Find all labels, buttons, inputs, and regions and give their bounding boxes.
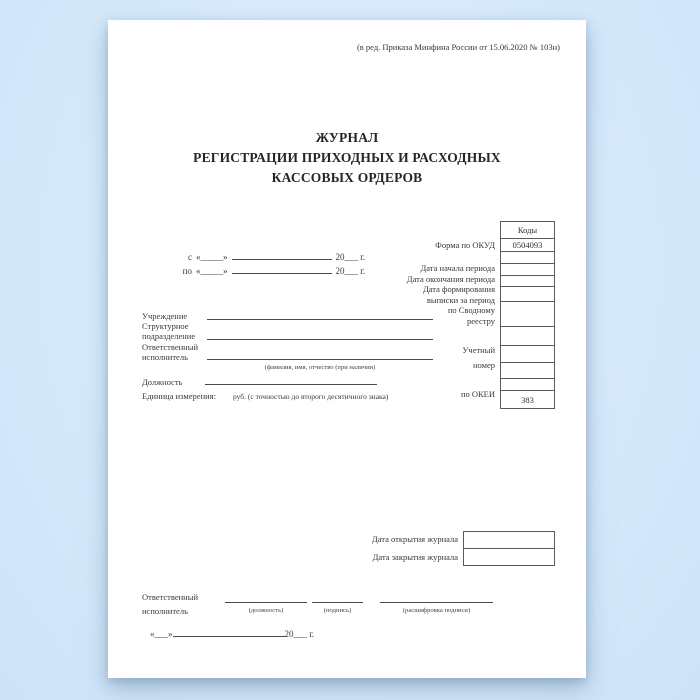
responsible-label-l2: исполнитель <box>142 352 188 362</box>
bottom-date-line <box>150 628 314 639</box>
empty-cell <box>500 326 555 346</box>
position-fill-line <box>205 384 377 385</box>
responsible-label-l1: Ответственный <box>142 342 198 352</box>
position-label: Должность <box>142 377 183 387</box>
unit-label-l2: подразделение <box>142 331 196 341</box>
signature-responsible-l1: Ответственный <box>142 592 198 602</box>
period-to-year: 20___ г. <box>335 266 366 276</box>
journal-open-cell <box>463 531 555 549</box>
date-form-label-l3: по Сводному <box>447 305 495 315</box>
journal-dates-table <box>463 531 555 566</box>
date-end-label: Дата окончания периода <box>406 274 495 284</box>
account-number-cell-1 <box>500 345 555 363</box>
signature-decrypt-line <box>380 602 493 603</box>
period-to-label: по <box>182 266 192 276</box>
date-form-label-l4: реестру <box>467 315 495 326</box>
period-from-label: с <box>188 252 192 262</box>
responsible-fill-line <box>207 359 433 360</box>
date-form-label-l2: выписки за период <box>426 294 495 305</box>
date-form-label <box>423 284 495 326</box>
bottom-date-day-blank: «___» <box>150 629 173 639</box>
title-line-1: ЖУРНАЛ <box>315 130 379 145</box>
amendment-note: (в ред. Приказа Минфина России от 15.06.2020 № 103н) <box>356 42 560 52</box>
account-number-cell-2 <box>500 362 555 379</box>
date-form-label-l1: Дата формирования <box>422 284 495 294</box>
journal-close-cell <box>463 548 555 566</box>
period-from-day-blank: «_____» <box>196 252 228 262</box>
journal-open-label: Дата открытия журнала <box>371 534 458 544</box>
period-to-fill-line <box>232 265 332 274</box>
bottom-date-year: 20___ г. <box>284 629 315 639</box>
unit-label-l1: Структурное <box>142 321 189 331</box>
period-from-year: 20___ г. <box>335 252 366 262</box>
codes-table <box>500 221 555 409</box>
bottom-date-fill-line <box>173 628 285 637</box>
okei-label: по ОКЕИ <box>460 389 495 399</box>
institution-fill-line <box>207 319 433 320</box>
okud-label: Форма по ОКУД <box>435 240 495 250</box>
date-start-label: Дата начала периода <box>420 263 495 273</box>
measure-label: Единица измерения: <box>142 391 216 401</box>
date-form-cell-2 <box>500 301 555 327</box>
codes-header-cell: Коды <box>500 221 555 239</box>
account-number-label-l2: номер <box>472 360 495 370</box>
signature-sign-hint: (подпись) <box>323 607 352 614</box>
journal-close-label: Дата закрытия журнала <box>372 552 458 562</box>
period-from-row <box>178 251 365 262</box>
period-to-day-blank: «_____» <box>196 266 228 276</box>
okei-value-cell: 383 <box>500 390 555 409</box>
period-from-fill-line <box>232 251 332 260</box>
signature-decrypt-hint: (расшифровка подписи) <box>402 607 471 614</box>
measure-value: руб. (с точностью до второго десятичного знака) <box>233 392 389 401</box>
fio-hint: (фамилия, имя, отчество (при наличии) <box>264 364 376 371</box>
signature-position-line <box>225 602 307 603</box>
signature-sign-line <box>312 602 363 603</box>
unit-fill-line <box>207 339 433 340</box>
okud-value-cell: 0504093 <box>500 238 555 252</box>
account-number-label-l1: Учетный <box>462 345 495 355</box>
title-line-3: КАССОВЫХ ОРДЕРОВ <box>271 170 423 185</box>
signature-responsible-l2: исполнитель <box>142 606 188 616</box>
signature-position-hint: (должность) <box>248 607 284 614</box>
title-line-2: РЕГИСТРАЦИИ ПРИХОДНЫХ И РАСХОДНЫХ <box>193 150 501 165</box>
date-form-cell-1 <box>500 286 555 302</box>
period-to-row <box>178 265 365 276</box>
institution-label: Учреждение <box>142 311 188 321</box>
document-title <box>108 128 586 188</box>
document-page <box>108 20 586 678</box>
